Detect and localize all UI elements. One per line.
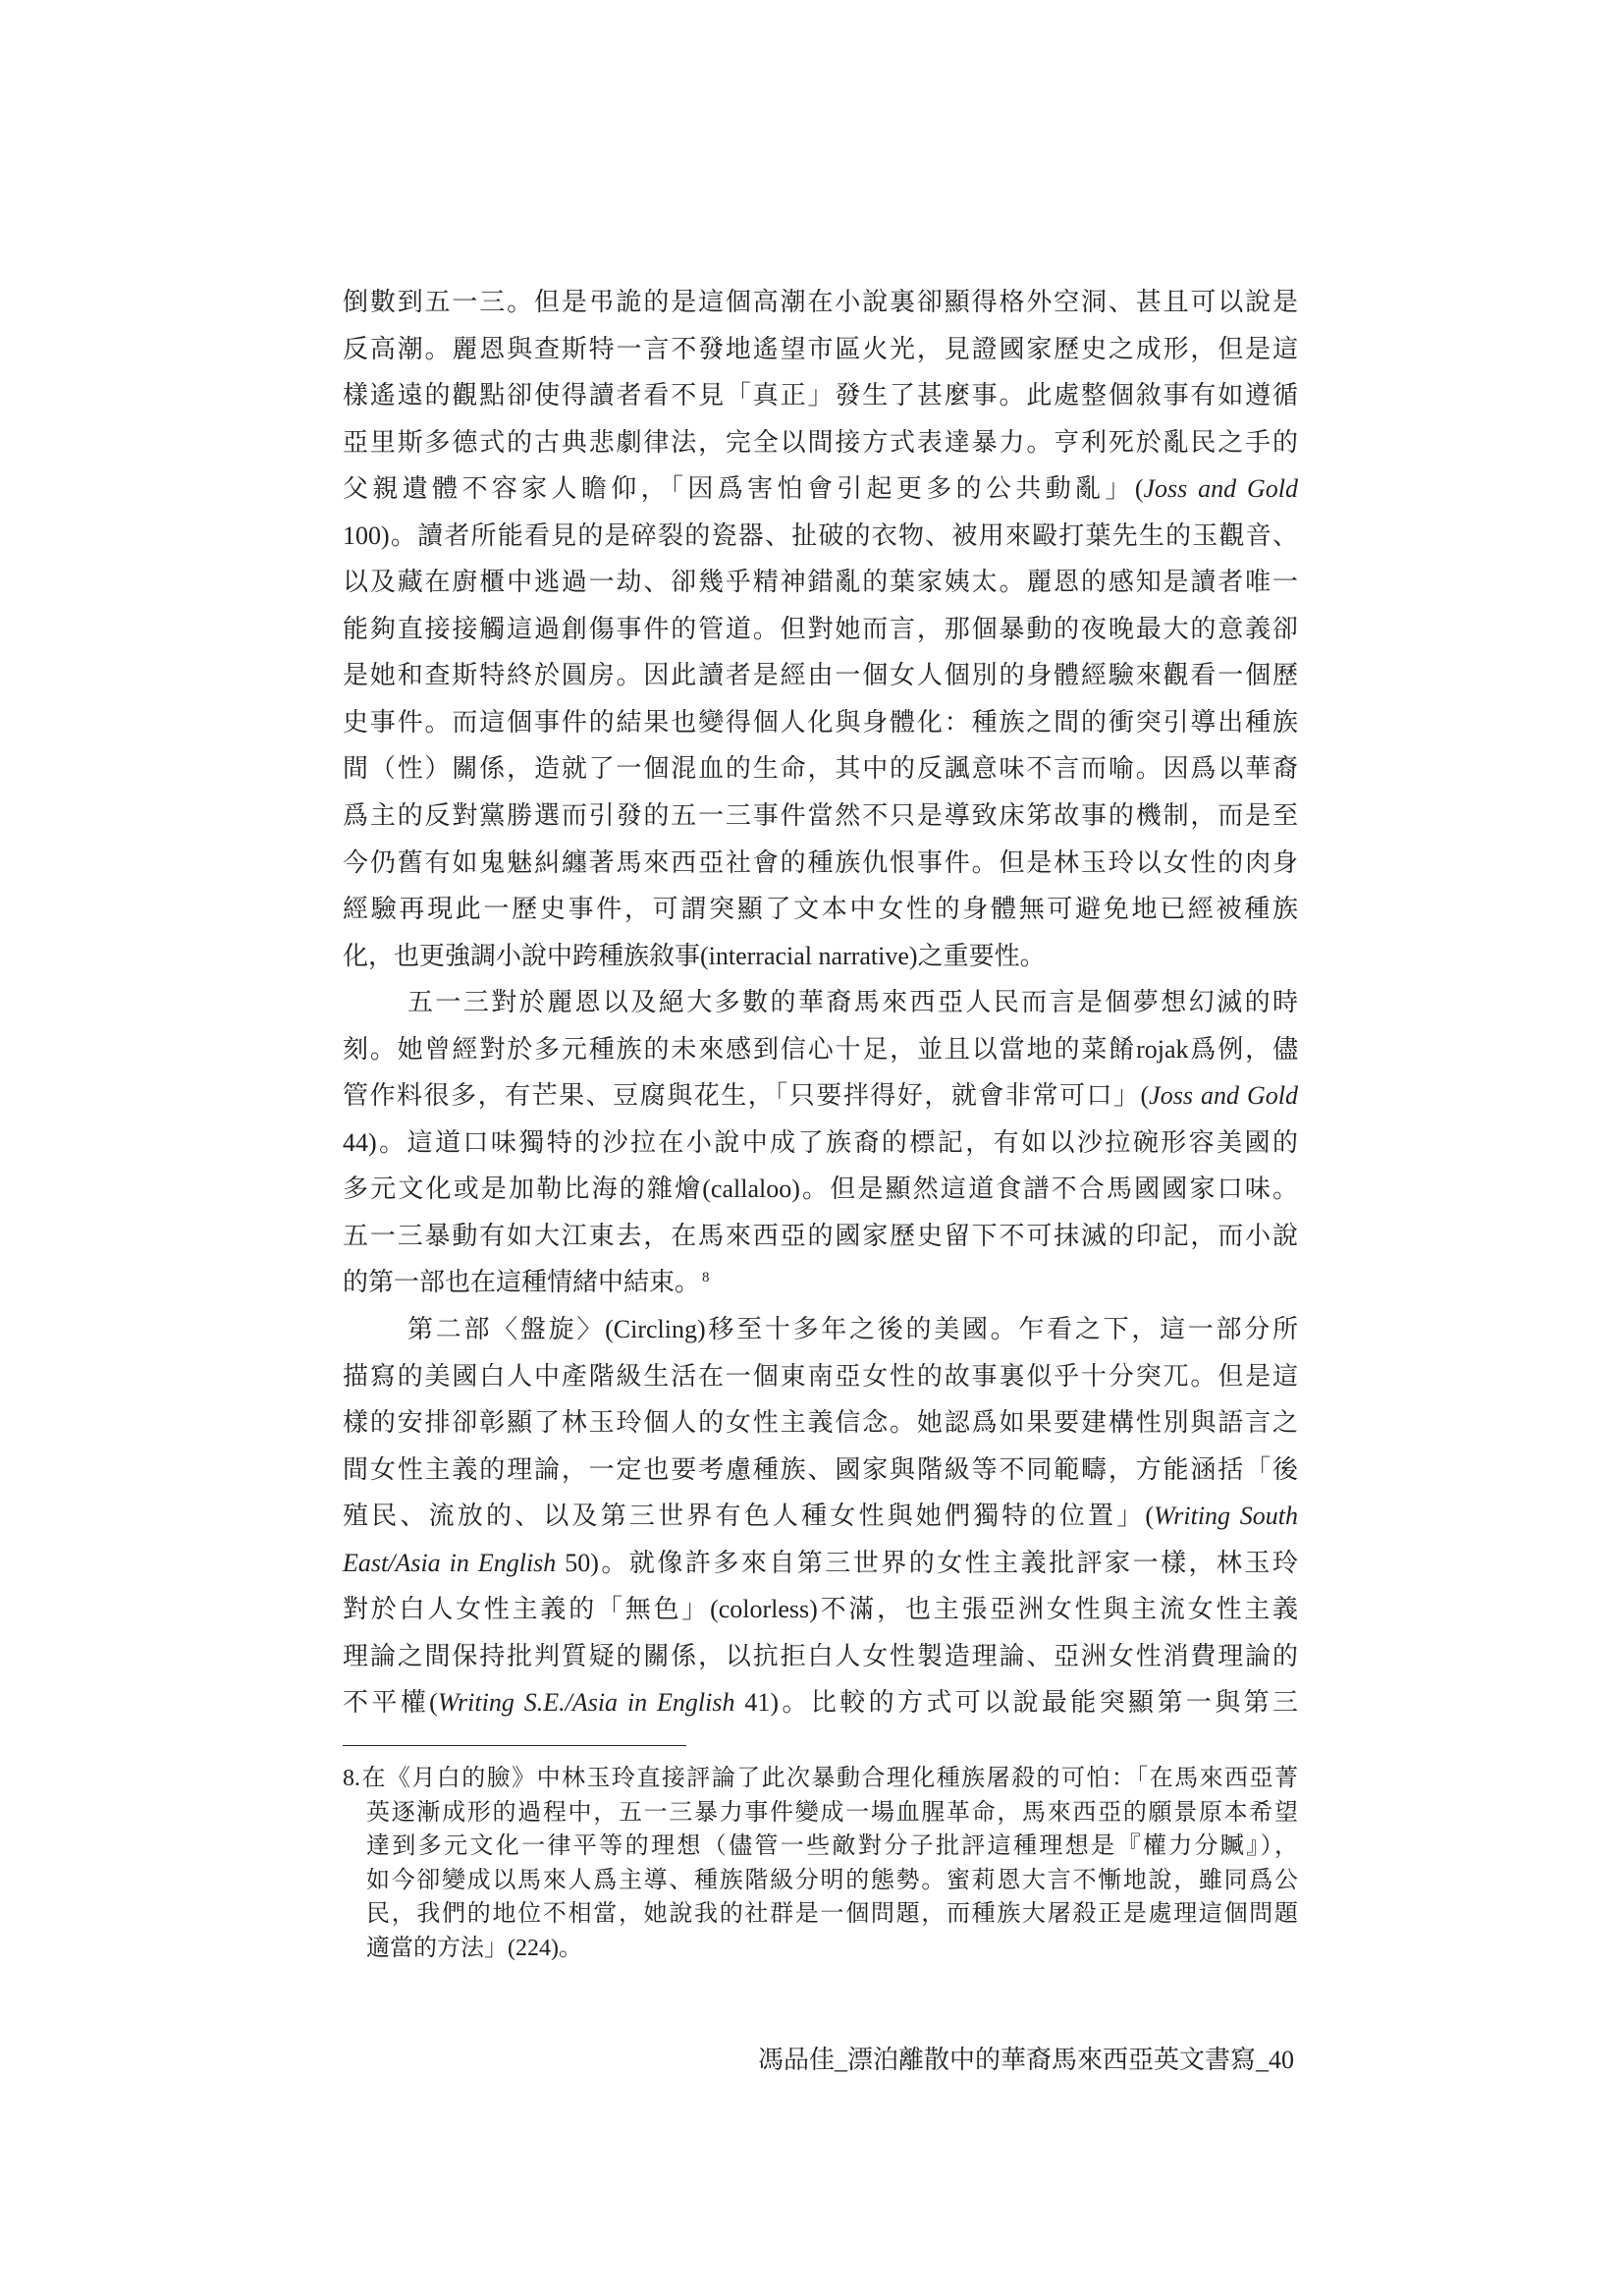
citation-title: Joss and Gold <box>1143 474 1298 504</box>
footnote-divider <box>343 1745 686 1746</box>
text-segment: 殖民、流放的、以及第三世界有色人種女性與她們獨特的位置」( <box>343 1502 1155 1531</box>
text-line: 今仍舊有如鬼魅糾纏著馬來西亞社會的種族仇恨事件。但是林玉玲以女性的肉身 <box>343 847 1298 877</box>
text-line: 亞里斯多德式的古典悲劇律法，完全以間接方式表達暴力。亨利死於亂民之手的 <box>343 427 1298 457</box>
footnote-reference: 8 <box>702 1269 710 1285</box>
footnote-line: 適當的方法」(224)。 <box>366 1935 582 1961</box>
text-line: 能夠直接接觸這過創傷事件的管道。但對她而言，那個暴動的夜晚最大的意義卻 <box>343 614 1298 643</box>
citation-title: Writing South <box>1154 1502 1298 1531</box>
text-line: 是她和查斯特終於圓房。因此讀者是經由一個女人個別的身體經驗來觀看一個歷 <box>343 661 1298 690</box>
body-paragraph <box>343 979 1298 1306</box>
text-line: 經驗再現此一歷史事件，可謂突顯了文本中女性的身體無可避免地已經被種族 <box>343 895 1298 924</box>
text-segment: 的第一部也在這種情緒中結束。 <box>343 1268 701 1297</box>
footnote <box>343 1762 1298 1966</box>
footnote-line: 民，我們的地位不相當，她說我的社群是一個問題，而種族大屠殺正是處理這個問題 <box>366 1901 1298 1928</box>
text-line: 理論之間保持批判質疑的關係，以抗拒白人女性製造理論、亞洲女性消費理論的 <box>343 1641 1298 1670</box>
text-line: 刻。她曾經對於多元種族的未來感到信心十足，並且以當地的菜餚rojak爲例，儘 <box>343 1034 1298 1064</box>
text-line: 五一三對於麗恩以及絕大多數的華裔馬來西亞人民而言是個夢想幻滅的時 <box>407 988 1298 1017</box>
body-paragraph <box>343 279 1298 979</box>
text-line: 對於白人女性主義的「無色」(colorless)不滿，也主張亞洲女性與主流女性主義 <box>343 1595 1298 1624</box>
text-line: 以及藏在廚櫃中逃過一劫、卻幾乎精神錯亂的葉家姨太。麗恩的感知是讀者唯一 <box>343 568 1298 597</box>
footnote-line: 如今卻變成以馬來人爲主導、種族階級分明的態勢。蜜莉恩大言不慚地說，雖同爲公 <box>366 1867 1298 1893</box>
footnote-line: 8.在《月白的臉》中林玉玲直接評論了此次暴動合理化種族屠殺的可怕：「在馬來西亞菁 <box>343 1766 1298 1791</box>
body-paragraph <box>343 1306 1298 1726</box>
text-line <box>343 1259 1298 1306</box>
text-line: 44)。這道口味獨特的沙拉在小說中成了族裔的標記，有如以沙拉碗形容美國的 <box>343 1127 1298 1157</box>
text-line: 樣遙遠的觀點卻使得讀者看不見「真正」發生了甚麼事。此處整個敘事有如遵循 <box>343 381 1298 410</box>
text-line <box>343 1540 1298 1587</box>
text-line: 五一三暴動有如大江東去，在馬來西亞的國家歷史留下不可抹滅的印記，而小說 <box>343 1221 1298 1250</box>
text-line: 反高潮。麗恩與查斯特一言不發地遙望市區火光，見證國家歷史之成形，但是這 <box>343 334 1298 363</box>
text-line: 間（性）關係，造就了一個混血的生命，其中的反諷意味不言而喻。因爲以華裔 <box>343 754 1298 784</box>
text-line: 樣的安排卻彰顯了林玉玲個人的女性主義信念。她認爲如果要建構性別與語言之 <box>343 1408 1298 1438</box>
body-text <box>343 279 1298 1726</box>
text-line <box>343 1679 1298 1726</box>
text-line <box>343 1493 1298 1540</box>
footnote-line: 達到多元文化一律平等的理想（儘管一些敵對分子批評這種理想是『權力分贓』）， <box>366 1833 1298 1860</box>
citation-title: Writing S.E./Asia in English <box>437 1688 735 1718</box>
text-segment: 50)。就像許多來自第三世界的女性主義批評家一樣，林玉玲 <box>556 1548 1298 1577</box>
text-segment: 管作料很多，有芒果、豆腐與花生，「只要拌得好，就會非常可口」( <box>343 1081 1150 1111</box>
text-line <box>343 1072 1298 1120</box>
text-segment: 不平權( <box>343 1688 438 1718</box>
running-footer: 馮品佳_漂泊離散中的華裔馬來西亞英文書寫_40 <box>757 2046 1294 2074</box>
text-line: 化，也更強調小說中跨種族敘事(interracial narrative)之重要性。 <box>343 941 1046 970</box>
text-line: 間女性主義的理論，一定也要考慮種族、國家與階級等不同範疇，方能涵括「後 <box>343 1454 1298 1484</box>
text-line: 史事件。而這個事件的結果也變得個人化與身體化：種族之間的衝突引導出種族 <box>343 707 1298 737</box>
text-line: 描寫的美國白人中產階級生活在一個東南亞女性的故事裏似乎十分突兀。但是這 <box>343 1361 1298 1391</box>
text-line: 多元文化或是加勒比海的雜燴(callaloo)。但是顯然這道食譜不合馬國國家口味。 <box>343 1175 1298 1204</box>
text-line: 第二部〈盤旋〉(Circling)移至十多年之後的美國。乍看之下，這一部分所 <box>407 1315 1298 1344</box>
text-segment: 41)。比較的方式可以說最能突顯第一與第三 <box>734 1688 1298 1718</box>
citation-title: Joss and Gold <box>1149 1081 1298 1111</box>
text-segment: 父親遺體不容家人瞻仰，「因爲害怕會引起更多的公共動亂」( <box>343 474 1144 504</box>
text-line: 倒數到五一三。但是弔詭的是這個高潮在小說裏卻顯得格外空洞、甚且可以說是 <box>343 288 1298 316</box>
text-line <box>343 465 1298 513</box>
text-line: 100)。讀者所能看見的是碎裂的瓷器、扯破的衣物、被用來毆打葉先生的玉觀音、 <box>343 520 1298 550</box>
text-line: 爲主的反對黨勝選而引發的五一三事件當然不只是導致床笫故事的機制，而是至 <box>343 801 1298 831</box>
footnote-line: 英逐漸成形的過程中，五一三暴力事件變成一場血腥革命，馬來西亞的願景原本希望 <box>366 1799 1298 1826</box>
citation-title: East/Asia in English <box>343 1548 557 1577</box>
